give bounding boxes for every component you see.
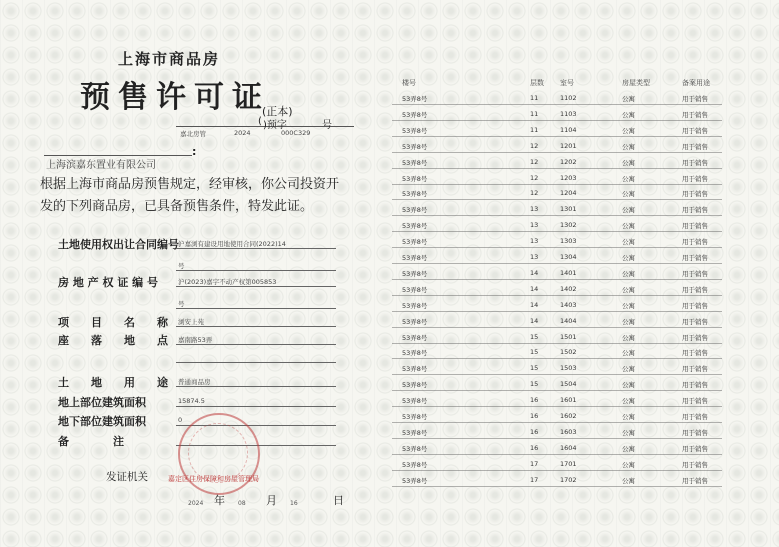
- table-cell: 53弄8号: [402, 476, 428, 485]
- table-header: 备案用途: [682, 79, 710, 87]
- field-value: 普通商品房: [178, 378, 211, 386]
- table-row-line: [392, 343, 722, 344]
- table-cell: 12: [530, 141, 539, 150]
- field-label: 土 地 用 途: [58, 376, 168, 389]
- table-row-line: [392, 295, 722, 296]
- table-cell: 17: [530, 459, 539, 468]
- table-cell: 用于销售: [682, 349, 708, 358]
- field-label: 座 落 地 点: [58, 334, 168, 347]
- field-label: 地下部位建筑面积: [58, 415, 146, 428]
- table-cell: 15: [530, 380, 539, 389]
- field-value: 号: [178, 262, 185, 270]
- table-cell: 16: [530, 443, 539, 452]
- table-cell: 公寓: [622, 110, 635, 119]
- field-label: 地上部位建筑面积: [58, 396, 146, 409]
- table-cell: 1501: [560, 332, 577, 341]
- table-cell: 11: [530, 94, 539, 102]
- issuer-name: 嘉定区住房保障和房屋管理局: [168, 475, 259, 483]
- table-cell: 用于销售: [682, 142, 708, 151]
- month-label: 月: [266, 494, 277, 507]
- table-cell: 用于销售: [682, 110, 708, 119]
- presale-char: )预字: [263, 120, 287, 131]
- table-row-line: [392, 184, 722, 185]
- table-row-line: [392, 104, 722, 105]
- issue-day: 16: [290, 500, 298, 507]
- table-cell: 公寓: [622, 476, 635, 485]
- company-name: 上海滨嘉东置业有限公司: [46, 160, 156, 171]
- table-cell: 53弄8号: [402, 174, 428, 183]
- table-cell: 53弄8号: [402, 222, 428, 231]
- table-cell: 用于销售: [682, 333, 708, 342]
- table-row-line: [392, 454, 722, 455]
- table-cell: 13: [530, 221, 539, 230]
- field-line: [176, 406, 336, 407]
- table-cell: 53弄8号: [402, 301, 428, 310]
- table-cell: 13: [530, 205, 539, 214]
- table-cell: 公寓: [622, 381, 635, 390]
- table-row-line: [392, 136, 722, 137]
- table-row-line: [392, 279, 722, 280]
- table-cell: 公寓: [622, 365, 635, 374]
- table-cell: 12: [530, 173, 539, 182]
- table-cell: 53弄8号: [402, 333, 428, 342]
- table-cell: 53弄8号: [402, 126, 428, 135]
- table-cell: 1102: [560, 94, 577, 102]
- table-header: 层数: [530, 79, 544, 87]
- table-cell: 用于销售: [682, 301, 708, 310]
- table-cell: 1702: [560, 475, 577, 484]
- cert-year: 2024: [234, 129, 251, 137]
- table-cell: 用于销售: [682, 238, 708, 247]
- table-cell: 用于销售: [682, 460, 708, 469]
- table-cell: 11: [530, 109, 539, 118]
- table-cell: 14: [530, 268, 539, 277]
- table-cell: 16: [530, 396, 539, 405]
- table-cell: 53弄8号: [402, 269, 428, 278]
- colon: :: [192, 145, 197, 158]
- table-cell: 1402: [560, 284, 577, 293]
- table-cell: 14: [530, 300, 539, 309]
- table-cell: 公寓: [622, 333, 635, 342]
- table-cell: 用于销售: [682, 126, 708, 135]
- table-cell: 12: [530, 157, 539, 166]
- copy-label: (正本): [262, 105, 293, 118]
- table-cell: 15: [530, 332, 539, 341]
- table-row-line: [392, 199, 722, 200]
- field-value: 沪(2023)嘉字不动产权第005853: [178, 278, 277, 286]
- table-cell: 用于销售: [682, 397, 708, 406]
- table-cell: 53弄8号: [402, 428, 428, 437]
- city-title: 上海市商品房: [118, 50, 221, 68]
- field-line: [176, 286, 336, 287]
- table-row-line: [392, 470, 722, 471]
- field-label: 房 地 产 权 证 编 号: [58, 276, 158, 289]
- table-cell: 用于销售: [682, 285, 708, 294]
- table-cell: 53弄8号: [402, 110, 428, 119]
- table-cell: 公寓: [622, 413, 635, 421]
- table-row-line: [392, 231, 722, 232]
- table-cell: 公寓: [622, 190, 635, 199]
- table-cell: 53弄8号: [402, 254, 428, 262]
- table-cell: 公寓: [622, 397, 635, 406]
- table-cell: 16: [530, 412, 539, 420]
- table-header: 室号: [560, 79, 574, 87]
- table-cell: 11: [530, 125, 539, 134]
- table-cell: 公寓: [622, 301, 635, 310]
- cert-number: 000C329: [281, 129, 311, 137]
- table-cell: 公寓: [622, 142, 635, 151]
- table-cell: 53弄8号: [402, 317, 428, 326]
- table-cell: 13: [530, 253, 539, 261]
- table-cell: 1403: [560, 300, 577, 309]
- table-cell: 公寓: [622, 428, 635, 437]
- table-cell: 13: [530, 237, 539, 246]
- table-cell: 公寓: [622, 254, 635, 262]
- table-cell: 公寓: [622, 444, 635, 453]
- table-cell: 53弄8号: [402, 158, 428, 167]
- table-cell: 1204: [560, 189, 577, 198]
- table-row-line: [392, 438, 722, 439]
- table-cell: 1604: [560, 443, 577, 452]
- table-cell: 1701: [560, 459, 577, 468]
- table-cell: 53弄8号: [402, 381, 428, 390]
- table-cell: 1302: [560, 221, 577, 230]
- table-cell: 1301: [560, 205, 577, 214]
- table-cell: 用于销售: [682, 190, 708, 199]
- table-cell: 1601: [560, 396, 577, 405]
- table-cell: 53弄8号: [402, 206, 428, 215]
- paren-open: (: [258, 116, 262, 127]
- table-row-line: [392, 422, 722, 423]
- table-cell: 53弄8号: [402, 95, 428, 103]
- table-cell: 公寓: [622, 95, 635, 103]
- table-cell: 用于销售: [682, 269, 708, 278]
- table-row-line: [392, 152, 722, 153]
- table-cell: 用于销售: [682, 413, 708, 421]
- field-value: 沪嘉浏有建设用地使用合同(2022)14: [178, 240, 286, 248]
- table-cell: 1203: [560, 173, 577, 182]
- table-cell: 用于销售: [682, 158, 708, 167]
- table-cell: 15: [530, 348, 539, 357]
- table-row-line: [392, 311, 722, 312]
- table-cell: 用于销售: [682, 95, 708, 103]
- table-cell: 用于销售: [682, 365, 708, 374]
- table-cell: 53弄8号: [402, 142, 428, 151]
- table-cell: 1303: [560, 237, 577, 246]
- table-cell: 1104: [560, 125, 577, 134]
- table-cell: 公寓: [622, 349, 635, 358]
- table-cell: 53弄8号: [402, 190, 428, 199]
- field-value: 浏安上苑: [178, 318, 204, 326]
- table-row-line: [392, 247, 722, 248]
- issue-year: 2024: [188, 500, 204, 507]
- table-cell: 1304: [560, 253, 577, 261]
- cert-prefix: 嘉北房管: [180, 130, 206, 138]
- table-row-line: [392, 406, 722, 407]
- table-cell: 1602: [560, 412, 577, 420]
- statement-text: 根据上海市商品房预售规定，经审核，你公司投资开发的下列商品房，已具备预售条件，特发此证。: [40, 177, 340, 214]
- table-cell: 53弄8号: [402, 349, 428, 358]
- table-cell: 用于销售: [682, 476, 708, 485]
- table-row-line: [392, 358, 722, 359]
- table-cell: 用于销售: [682, 444, 708, 453]
- day-label: 日: [333, 494, 344, 507]
- table-cell: 15: [530, 364, 539, 373]
- table-cell: 1404: [560, 316, 577, 325]
- table-row-line: [392, 263, 722, 264]
- table-cell: 16: [530, 427, 539, 436]
- table-row-line: [392, 486, 722, 487]
- table-cell: 1502: [560, 348, 577, 357]
- table-header: 楼号: [402, 79, 416, 87]
- table-cell: 14: [530, 316, 539, 325]
- field-label: 项 目 名 称: [58, 316, 168, 329]
- table-cell: 12: [530, 189, 539, 198]
- table-cell: 1201: [560, 141, 577, 150]
- table-cell: 用于销售: [682, 254, 708, 262]
- field-value: 15874.5: [178, 397, 205, 405]
- table-cell: 53弄8号: [402, 238, 428, 247]
- table-cell: 53弄8号: [402, 397, 428, 406]
- table-cell: 用于销售: [682, 174, 708, 183]
- table-cell: 53弄8号: [402, 444, 428, 453]
- number-char: 号: [322, 120, 332, 131]
- field-line: [176, 326, 336, 327]
- table-row-line: [392, 327, 722, 328]
- table-cell: 1503: [560, 364, 577, 373]
- table-cell: 公寓: [622, 222, 635, 231]
- field-line: [176, 362, 336, 363]
- table-row-line: [392, 390, 722, 391]
- table-cell: 公寓: [622, 317, 635, 326]
- field-line: [176, 270, 336, 271]
- table-cell: 公寓: [622, 238, 635, 247]
- table-cell: 用于销售: [682, 381, 708, 390]
- table-row-line: [392, 120, 722, 121]
- issue-month: 08: [238, 500, 246, 507]
- table-cell: 1202: [560, 157, 577, 166]
- table-header: 房屋类型: [622, 79, 650, 87]
- table-cell: 1401: [560, 268, 577, 277]
- table-cell: 1103: [560, 109, 577, 118]
- table-row-line: [392, 374, 722, 375]
- table-cell: 1504: [560, 380, 577, 389]
- table-cell: 53弄8号: [402, 285, 428, 294]
- table-cell: 公寓: [622, 206, 635, 215]
- field-line: [176, 386, 336, 387]
- field-line: [176, 344, 336, 345]
- table-cell: 用于销售: [682, 206, 708, 215]
- table-row-line: [392, 168, 722, 169]
- table-cell: 公寓: [622, 158, 635, 167]
- table-cell: 用于销售: [682, 428, 708, 437]
- field-value: 号: [178, 300, 185, 308]
- field-label: 备 注: [58, 435, 124, 448]
- table-cell: 1603: [560, 427, 577, 436]
- table-cell: 用于销售: [682, 317, 708, 326]
- table-cell: 53弄8号: [402, 413, 428, 421]
- table-cell: 公寓: [622, 269, 635, 278]
- table-cell: 17: [530, 475, 539, 484]
- field-line: [176, 248, 336, 249]
- table-cell: 公寓: [622, 460, 635, 469]
- table-cell: 53弄8号: [402, 460, 428, 469]
- table-cell: 公寓: [622, 174, 635, 183]
- table-cell: 14: [530, 284, 539, 293]
- certificate-title: 预售许可证: [80, 80, 270, 115]
- table-row-line: [392, 215, 722, 216]
- field-value: 嘉南路53弄: [178, 336, 213, 344]
- issuer-label: 发证机关: [106, 471, 148, 483]
- field-value: 0: [178, 416, 183, 424]
- table-cell: 公寓: [622, 285, 635, 294]
- year-label: 年: [214, 494, 225, 507]
- table-cell: 53弄8号: [402, 365, 428, 374]
- field-label: 土地使用权出让合同编号: [58, 238, 179, 251]
- table-cell: 用于销售: [682, 222, 708, 231]
- table-cell: 公寓: [622, 126, 635, 135]
- field-line: [176, 308, 336, 309]
